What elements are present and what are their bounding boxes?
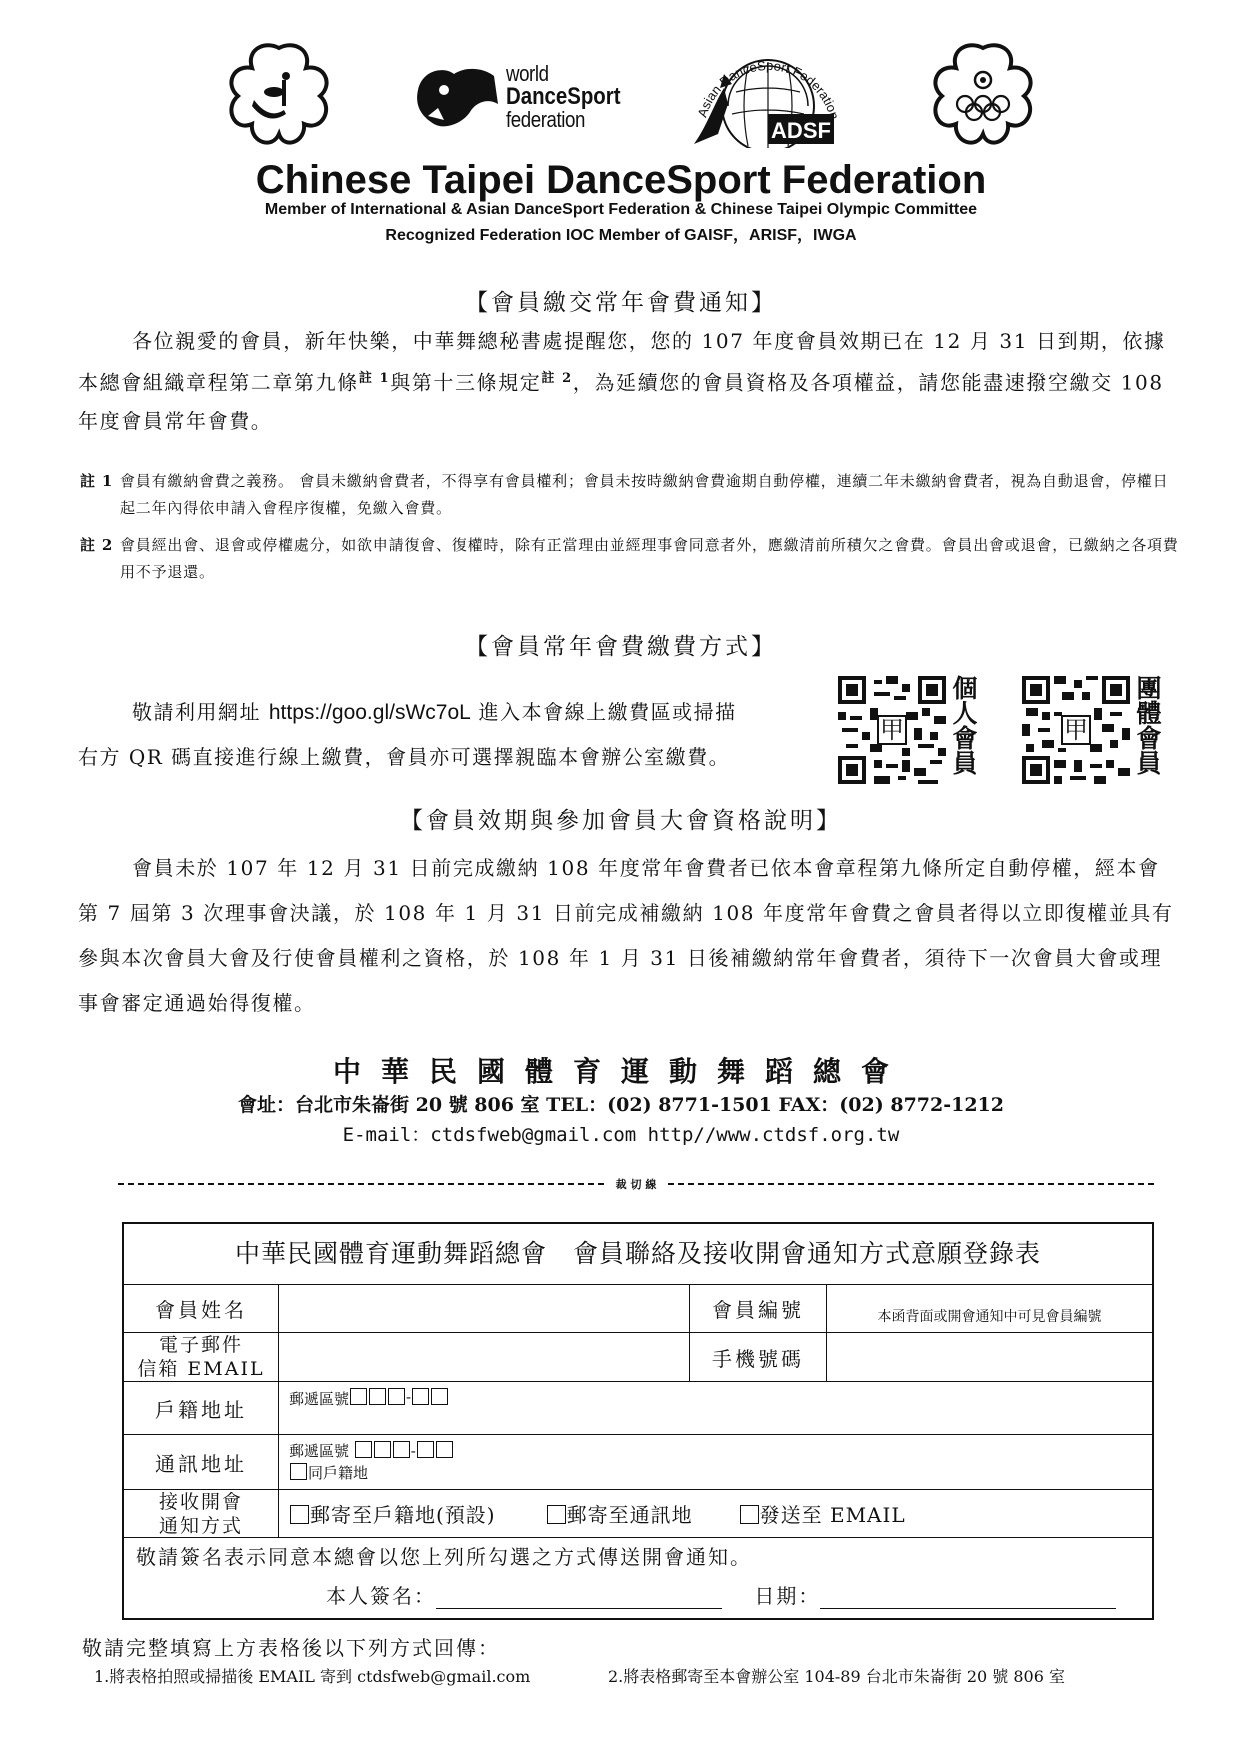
payment-text-line2: 右方 QR 碼直接進行線上繳費，會員亦可選擇親臨本會辦公室繳費。 <box>78 745 731 769</box>
postal-box[interactable] <box>355 1441 372 1458</box>
payment-text-suffix: 進入本會線上繳費區或掃描 <box>470 700 737 724</box>
email-label-line2: 信箱 EMAIL <box>137 1358 265 1380</box>
footer-contact: E-mail：ctdsfweb@gmail.com http//www.ctdsf.org.tw <box>342 1124 900 1146</box>
notice-paragraph <box>78 322 1178 440</box>
payment-heading: 【會員常年會費繳費方式】 <box>465 634 777 660</box>
household-address-label: 戶籍地址 <box>124 1382 279 1434</box>
email-label <box>124 1333 279 1381</box>
qr-label-individual: 個人會員 <box>952 674 978 778</box>
wdsf-logo-text <box>506 62 641 131</box>
footer-org-name: 中華民國體育運動舞蹈總會 <box>332 1055 909 1088</box>
note-1-mark: 註 1 <box>80 472 114 490</box>
payment-url-link[interactable]: https://goo.gl/sWc7oL <box>268 701 471 724</box>
notice-text-part2: 與第十三條規定 <box>390 370 542 395</box>
option-mail-mailing[interactable] <box>546 1499 693 1528</box>
return-method-mail: 2.將表格郵寄至本會辦公室 104-89 台北市朱崙街 20 號 806 室 <box>608 1667 1065 1686</box>
wdsf-word-2: DanceSport <box>506 83 621 110</box>
form-row-notification <box>124 1490 1152 1538</box>
postal-box[interactable] <box>431 1388 448 1405</box>
email-field[interactable] <box>279 1333 690 1381</box>
cut-line-right <box>668 1183 1154 1185</box>
adsf-arc-text: Asian DanceSport Federation <box>694 57 843 121</box>
note-1-text: 會員有繳納會費之義務。 會員未繳納會費者，不得享有會員權利；會員未按時繳納會費逾期自動停權，連續二年未繳納會費者，視為自動退會，停權日起二年內得依申請入會程序復權，免繳入會費。 <box>120 472 1169 517</box>
form-row-signature <box>124 1538 1152 1618</box>
ctdsf-flower-logo <box>224 40 334 148</box>
mailing-address-field[interactable] <box>279 1435 1152 1489</box>
postal-box[interactable] <box>369 1388 386 1405</box>
cut-line-label: 裁 切 線 <box>615 1178 657 1191</box>
notification-label-line1: 接收開會 <box>158 1490 243 1513</box>
date-field[interactable] <box>820 1608 1116 1609</box>
return-method-email: 1.將表格拍照或掃描後 EMAIL 寄到 ctdsfweb@gmail.com <box>94 1667 531 1686</box>
notice-heading: 【會員繳交常年會費通知】 <box>465 290 777 316</box>
wdsf-word-3: federation <box>506 107 585 132</box>
note-1 <box>80 468 1180 522</box>
form-row-email <box>124 1333 1152 1382</box>
household-address-field[interactable]: 郵遞區號 - <box>279 1382 1152 1434</box>
option-email[interactable] <box>739 1499 906 1528</box>
payment-instructions <box>78 690 818 780</box>
option-mail-household-label: 郵寄至戶籍地(預設) <box>310 1503 496 1527</box>
email-label-line1: 電子郵件 <box>158 1334 243 1356</box>
notification-options <box>279 1490 1152 1537</box>
postal-box[interactable] <box>436 1441 453 1458</box>
cut-line-left <box>118 1183 604 1185</box>
wdsf-emblem-icon <box>414 64 504 132</box>
footer-address: 會址：台北市朱崙街 20 號 806 室 TEL：(02) 8771-1501 FAX：(02) 8772-1212 <box>238 1094 1004 1116</box>
member-name-label: 會員姓名 <box>124 1285 279 1332</box>
option-email-checkbox[interactable] <box>740 1505 759 1524</box>
household-postal-label: 郵遞區號 <box>289 1390 350 1408</box>
form-row-name <box>124 1285 1152 1333</box>
option-mail-mailing-label: 郵寄至通訊地 <box>566 1503 693 1527</box>
notification-method-label <box>124 1490 279 1537</box>
payment-text-prefix: 敬請利用網址 <box>132 700 269 724</box>
federation-title: Chinese Taipei DanceSport Federation <box>255 158 987 202</box>
cut-line <box>118 1176 1154 1192</box>
consent-text: 敬請簽名表示同意本總會以您上列所勾選之方式傳送開會通知。 <box>136 1545 752 1569</box>
signature-line <box>326 1580 1140 1609</box>
option-mail-household[interactable] <box>289 1499 496 1528</box>
note-ref-1: 註 1 <box>358 371 391 386</box>
qr-code-individual[interactable] <box>838 676 946 784</box>
postal-box[interactable] <box>417 1441 434 1458</box>
federation-subtitle-membership: Member of International & Asian DanceSport Federation & Chinese Taipei Olympic Committee <box>264 201 978 218</box>
registration-form <box>122 1222 1154 1620</box>
notice-text-part1: 各位親愛的會員，新年快樂，中華舞總秘書處提醒您，您的 107 年度會員效期已在 12 月 31 日到期，依據本總會組織章程第二章第九條 <box>78 329 1166 395</box>
notice-text-part3: ，為延續您的會員資格及各項權益，請您能盡速撥空繳交 108 年度會員常年會費。 <box>78 370 1164 433</box>
mailing-postal-label: 郵遞區號 <box>289 1442 350 1460</box>
qr-label-group: 團體會員 <box>1136 674 1162 778</box>
date-label: 日期： <box>754 1584 821 1608</box>
olympic-committee-flower-logo <box>928 40 1038 148</box>
member-name-field[interactable] <box>279 1285 690 1332</box>
same-as-household-label: 同戶籍地 <box>308 1464 369 1482</box>
postal-box[interactable] <box>412 1388 429 1405</box>
mailing-postal-row: 郵遞區號 - <box>289 1440 454 1462</box>
qr-center-icon-1: 甲 <box>880 716 904 744</box>
qr-center-icon-2: 甲 <box>1064 716 1088 744</box>
postal-box[interactable] <box>350 1388 367 1405</box>
postal-box[interactable] <box>393 1441 410 1458</box>
return-heading: 敬請完整填寫上方表格後以下列方式回傳： <box>82 1636 500 1660</box>
note-2-mark: 註 2 <box>80 536 114 554</box>
postal-box[interactable] <box>374 1441 391 1458</box>
mobile-label: 手機號碼 <box>690 1333 827 1381</box>
signature-label: 本人簽名： <box>326 1584 436 1608</box>
option-email-label: 發送至 EMAIL <box>759 1503 906 1527</box>
form-row-household <box>124 1382 1152 1435</box>
adsf-logo-label: ADSF <box>771 118 831 143</box>
member-number-label: 會員編號 <box>690 1285 827 1332</box>
wdsf-word-1: world <box>506 61 549 86</box>
same-as-household-checkbox[interactable] <box>290 1463 307 1480</box>
note-2 <box>80 532 1180 586</box>
qr-code-group[interactable] <box>1022 676 1130 784</box>
federation-subtitle-recognition: Recognized Federation IOC Member of GAISF，ARISF，IWGA <box>385 227 857 244</box>
option-mail-mailing-checkbox[interactable] <box>547 1505 566 1524</box>
mailing-address-label: 通訊地址 <box>124 1435 279 1489</box>
postal-box[interactable] <box>388 1388 405 1405</box>
same-as-household-option[interactable] <box>289 1462 368 1484</box>
eligibility-paragraph <box>78 846 1178 1026</box>
form-title: 中華民國體育運動舞蹈總會 會員聯絡及接收開會通知方式意願登錄表 <box>124 1224 1152 1285</box>
eligibility-heading: 【會員效期與參加會員大會資格說明】 <box>400 808 842 834</box>
mobile-field[interactable] <box>827 1333 1152 1381</box>
notification-label-line2: 通知方式 <box>158 1514 243 1537</box>
note-ref-2: 註 2 <box>541 371 573 386</box>
member-number-field[interactable]: 本函背面或開會通知中可見會員編號 <box>877 1308 1102 1325</box>
adsf-logo <box>684 44 848 148</box>
signature-field[interactable] <box>436 1608 722 1609</box>
option-mail-household-checkbox[interactable] <box>290 1505 309 1524</box>
form-row-mailing <box>124 1435 1152 1490</box>
note-2-text: 會員經出會、退會或停權處分，如欲申請復會、復權時，除有正當理由並經理事會同意者外，應繳清前所積欠之會費。會員出會或退會，已繳納之各項費用不予退還。 <box>120 536 1179 581</box>
eligibility-text: 會員未於 107 年 12 月 31 日前完成繳納 108 年度常年會費者已依本會章程第九條所定自動停權，經本會第 7 屆第 3 次理事會決議，於 108 年 1 月 31 日前完成補繳納 108 年度常年會費之會員者得以立即復權並具有參與本次會員大會及行使會員權利之資格，於 108 年 1 月 31 日後補繳納常年會費者，須待下一次會員大會或理事會審定通過始得復權。 <box>78 856 1174 1015</box>
